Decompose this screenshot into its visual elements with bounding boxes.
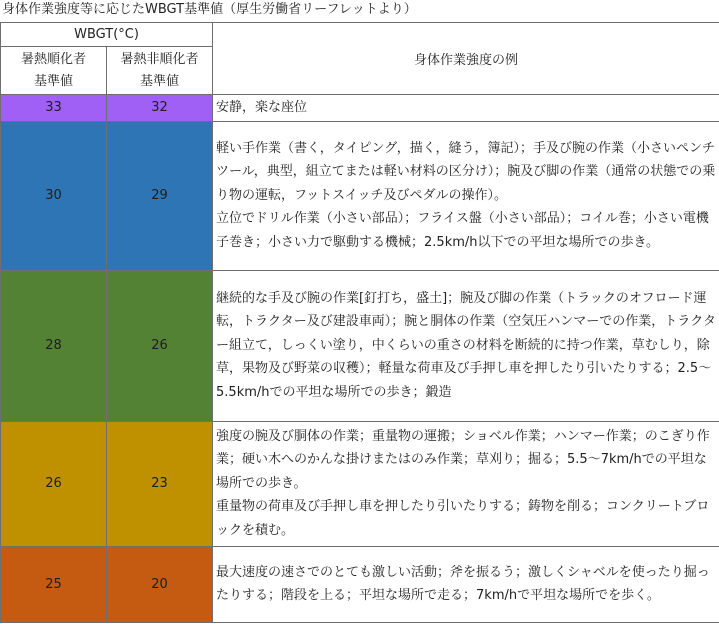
non-acclimatized-value: 20 [107,546,213,622]
activity-line: 軽い手作業（書く，タイピング，描く，縫う，簿記）；手及び腕の作業（小さいペンチツール，典型，組立てまたは軽い材料の区分け）；腕及び脚の作業（通常の状態での乗り物の運転，フットスイッチ及びペダルの操作）。 [216,140,716,203]
acclimatized-value: 26 [1,421,107,546]
page-title: 身体作業強度等に応じたWBGT基準値（厚生労働省リーフレットより） [2,2,417,17]
activity-line: 強度の腕及び胴体の作業；重量物の運搬；ショベル作業；ハンマー作業；のこぎり作業；硬い木へのかんな掛けまたはのみ作業；草刈り；掘る；5.5〜7km/hでの平坦な場所での歩き。 [216,428,710,491]
table-row [1,270,719,421]
activity-example [213,270,719,421]
activity-example [213,95,719,122]
example-header: 身体作業強度の例 [213,23,719,95]
acclimatized-value: 28 [1,270,107,421]
acclimatized-value: 30 [1,121,107,270]
activity-line: 安静，楽な座位 [216,100,308,115]
table-row [1,95,719,122]
activity-line: 立位でドリル作業（小さい部品）；フライス盤（小さい部品）；コイル巻；小さい電機子巻き；小さい力で駆動する機械；2.5km/h以下での平坦な場所での歩き。 [216,211,709,250]
table-row [1,121,719,270]
non-acclimatized-value: 32 [107,95,213,122]
non-acclimatized-value: 23 [107,421,213,546]
acclimatized-header [1,47,107,95]
activity-example [213,421,719,546]
non-acclimatized-header [107,47,213,95]
activity-example [213,546,719,622]
wbgt-header: WBGT(°C) [1,23,213,47]
non-acclimatized-header-line1: 暑熱非順化者 [120,51,199,67]
wbgt-table [0,22,719,623]
acclimatized-value: 25 [1,546,107,622]
acclimatized-header-line1: 暑熱順化者 [20,51,86,67]
activity-line: 最大速度の速さでのとても激しい活動；斧を振るう；激しくシャベルを使ったり掘ったりする；階段を上る；平坦な場所で走る；7km/hで平坦な場所でを歩く。 [216,564,710,604]
activity-line: 継続的な手及び腕の作業[釘打ち，盛土]；腕及び脚の作業（トラックのオフロード運転，トラクター及び建設車両）；腕と胴体の作業（空気圧ハンマーでの作業，トラクター組立て，しっくい塗り，中くらいの重さの材料を断続的に持つ作業，草むしり，除草，果物及び野菜の収穫）；軽量な荷車及び手押し車を押したり引いたりする；2.5〜5.5km/hでの平坦な場所での歩き；鍛造 [216,290,716,400]
acclimatized-header-line2: 基準値 [33,73,73,89]
non-acclimatized-header-line2: 基準値 [140,73,180,89]
acclimatized-value: 33 [1,95,107,122]
activity-line: 重量物の荷車及び手押し車を押したり引いたりする；鋳物を削る；コンクリートブロックを積む。 [216,499,710,538]
non-acclimatized-value: 26 [107,270,213,421]
non-acclimatized-value: 29 [107,121,213,270]
table-row [1,546,719,622]
table-row [1,421,719,546]
activity-example [213,121,719,270]
